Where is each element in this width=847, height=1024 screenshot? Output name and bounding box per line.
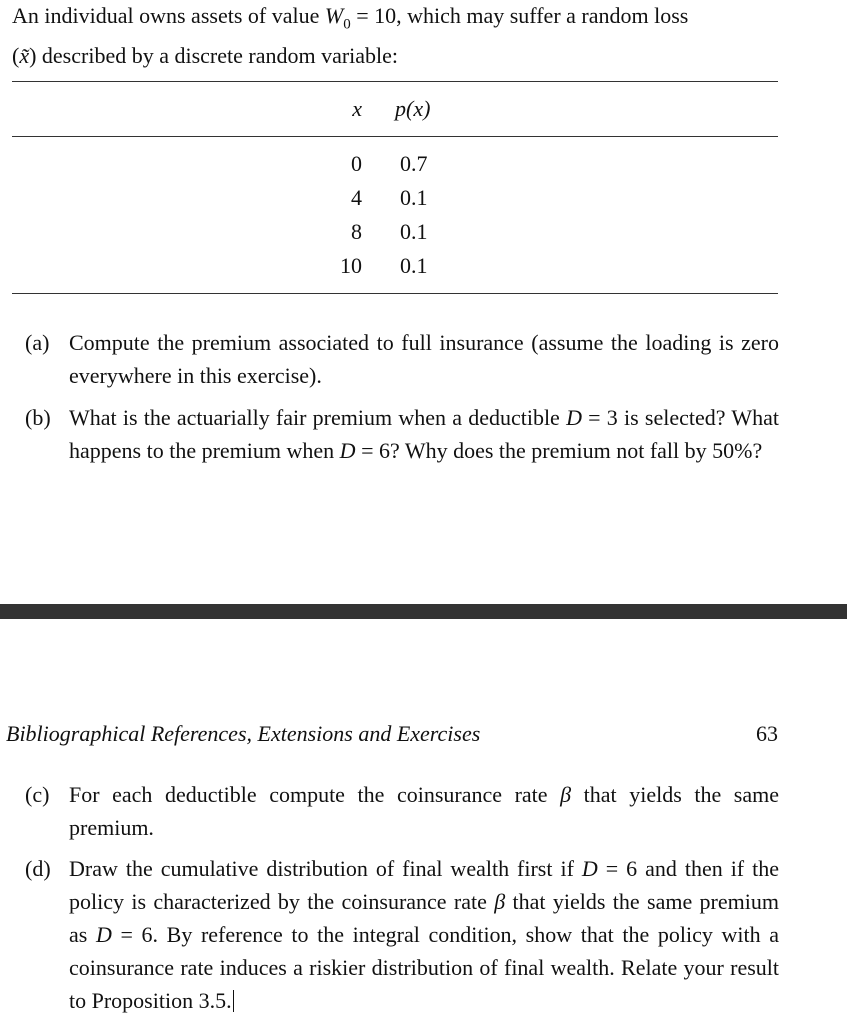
exercise-d-text-4: = 6. By reference to the integral condition, show that the policy with a coinsurance rate induces a riskier distribution of final wealth. Relate your result to Proposition 3.5.	[69, 922, 780, 1013]
exercise-b-text-2: = 3 is selected? What happens to the premium when	[69, 405, 780, 463]
exercise-d-text	[69, 852, 779, 1017]
table-top-rule	[12, 81, 778, 82]
table-header-px: p(x)	[395, 96, 431, 121]
exercise-c-text-1: For each deductible compute the coinsurance rate	[69, 782, 561, 807]
page-separator	[0, 604, 847, 619]
table-cell-x: 0	[351, 151, 362, 176]
intro-line1-rest: = 10, which may suffer a random loss	[350, 3, 689, 28]
deductible-symbol: D	[339, 438, 356, 463]
intro-paragraph	[12, 0, 782, 72]
exercise-b-text	[69, 401, 779, 467]
table-cell-p: 0.1	[400, 219, 428, 244]
running-head: Bibliographical References, Extensions and Exercises	[6, 721, 481, 746]
table-bottom-rule	[12, 293, 778, 294]
deductible-symbol: D	[566, 405, 582, 430]
wealth-symbol: W	[324, 3, 344, 28]
page-number: 63	[756, 721, 778, 746]
text-cursor	[233, 990, 235, 1012]
exercise-c-label: (c)	[25, 782, 50, 807]
table-cell-x: 8	[351, 219, 362, 244]
table-cell-p: 0.1	[400, 253, 428, 278]
table-header-x: x	[352, 96, 362, 121]
loss-symbol: x̃	[19, 43, 30, 69]
exercise-a-label: (a)	[25, 330, 50, 355]
exercise-c-text-2: that yields the same premium.	[69, 782, 779, 840]
exercise-b-text-1: What is the actuarially fair premium when a deductible	[69, 405, 567, 430]
exercise-d-text-1: Draw the cumulative distribution of final wealth first if	[69, 856, 582, 881]
deductible-symbol: D	[581, 856, 598, 881]
table-cell-x: 10	[340, 253, 362, 278]
exercise-d-text-2: = 6 and then if the policy is characterized by the coinsurance rate	[69, 856, 779, 914]
exercise-b-label: (b)	[25, 405, 51, 430]
deductible-symbol: D	[95, 922, 112, 947]
exercise-d-text-3: that yields the same premium as	[69, 889, 779, 947]
coinsurance-symbol: β	[494, 889, 506, 914]
exercise-d-label: (d)	[25, 856, 51, 881]
wealth-subscript: 0	[343, 16, 351, 33]
exercise-c-text	[69, 778, 779, 844]
table-cell-p: 0.7	[400, 151, 428, 176]
intro-line2-open: (	[12, 43, 20, 69]
coinsurance-symbol: β	[560, 782, 572, 807]
exercise-a-text: Compute the premium associated to full insurance (assume the loading is zero everywhere in this exercise).	[69, 330, 779, 388]
table-cell-x: 4	[351, 185, 362, 210]
table-cell-p: 0.1	[400, 185, 428, 210]
intro-line2-rest: ) described by a discrete random variable:	[29, 43, 399, 69]
exercise-b-text-3: = 6? Why does the premium not fall by 50%?	[355, 438, 763, 463]
intro-line1-text: An individual owns assets of value	[12, 3, 325, 28]
table-header-rule	[12, 136, 778, 137]
